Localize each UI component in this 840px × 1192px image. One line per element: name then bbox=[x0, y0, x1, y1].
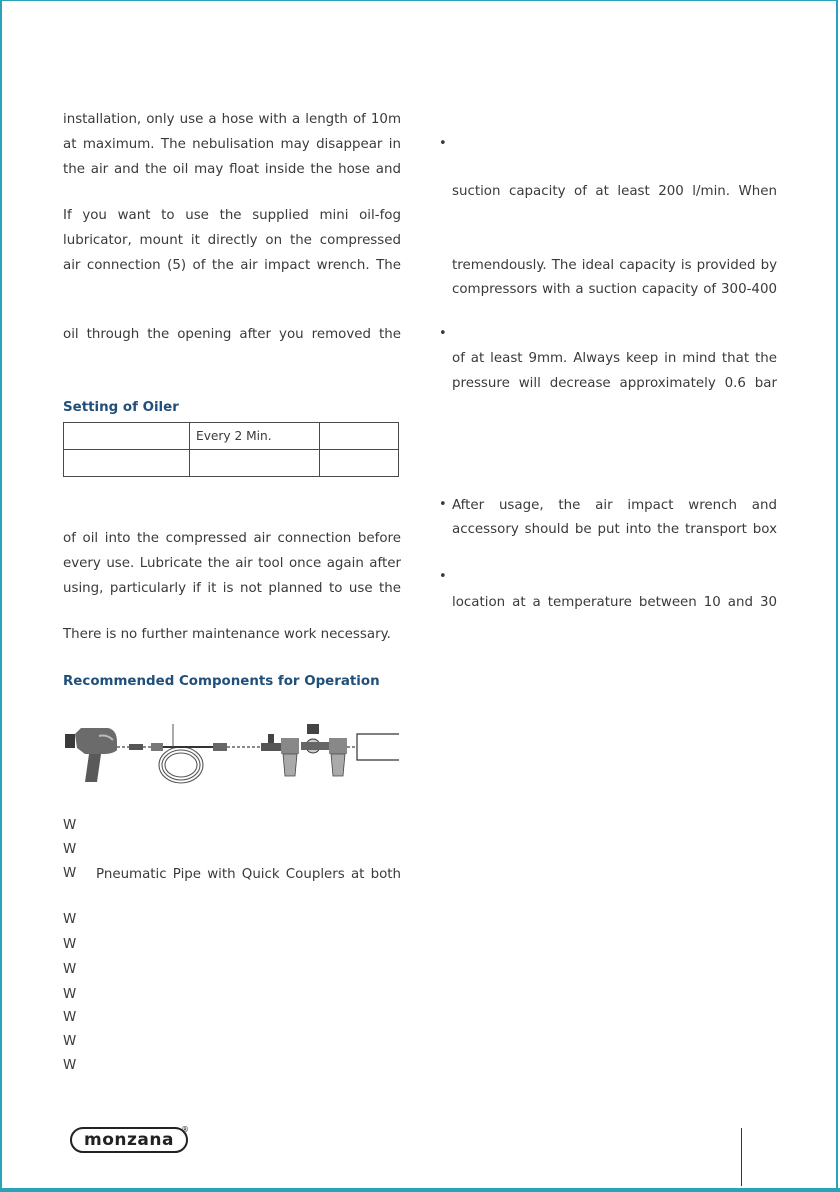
table-cell bbox=[64, 423, 190, 450]
table-cell bbox=[320, 450, 399, 477]
list-marker: W bbox=[63, 962, 77, 977]
monzana-logo: monzana bbox=[70, 1127, 188, 1153]
left-text-line: the air and the oil may float inside the hose and bbox=[63, 162, 401, 177]
list-marker: W bbox=[63, 912, 77, 927]
right-text-line: accessory should be put into the transport box bbox=[452, 522, 777, 537]
table-cell bbox=[320, 423, 399, 450]
table-row bbox=[64, 450, 399, 477]
right-text-line: location at a temperature between 10 and 30 bbox=[452, 595, 777, 610]
left-text-line: lubricator, mount it directly on the compressed bbox=[63, 233, 401, 248]
table-cell bbox=[190, 450, 320, 477]
list-item-pneumatic-pipe: Pneumatic Pipe with Quick Couplers at both bbox=[96, 867, 401, 882]
table-row bbox=[64, 423, 399, 450]
left-text-line: installation, only use a hose with a length of 10m bbox=[63, 112, 401, 127]
list-marker: W bbox=[63, 937, 77, 952]
left-text-line: at maximum. The nebulisation may disappear in bbox=[63, 137, 401, 152]
list-marker: W bbox=[63, 1058, 77, 1073]
list-marker: W bbox=[63, 866, 77, 881]
left-text-line: of oil into the compressed air connection before bbox=[63, 531, 401, 546]
setting-of-oiler-heading: Setting of Oiler bbox=[63, 400, 179, 415]
right-text-line: After usage, the air impact wrench and bbox=[452, 498, 777, 513]
right-text-line: of at least 9mm. Always keep in mind that the bbox=[452, 351, 777, 366]
left-text-line: There is no further maintenance work necessary. bbox=[63, 627, 391, 642]
coupler-icon bbox=[213, 743, 227, 751]
bottom-color-strip bbox=[0, 1188, 840, 1192]
bullet: • bbox=[439, 497, 447, 512]
hose-coil-icon bbox=[159, 747, 225, 783]
right-text-line: tremendously. The ideal capacity is provided by bbox=[452, 258, 777, 273]
list-marker: W bbox=[63, 987, 77, 1002]
list-marker: W bbox=[63, 1010, 77, 1025]
page-divider bbox=[741, 1128, 742, 1186]
table-cell bbox=[64, 450, 190, 477]
left-text-line: air connection (5) of the air impact wrench. The bbox=[63, 258, 401, 273]
coupler-icon bbox=[151, 743, 163, 751]
components-diagram bbox=[63, 720, 403, 788]
bullet: • bbox=[439, 326, 447, 341]
left-text-line: every use. Lubricate the air tool once again after bbox=[63, 556, 401, 571]
bullet: • bbox=[439, 136, 447, 151]
registered-mark: ® bbox=[181, 1125, 189, 1134]
left-text-line: using, particularly if it is not planned to use the bbox=[63, 581, 401, 596]
left-text-line: If you want to use the supplied mini oil-fog bbox=[63, 208, 401, 223]
right-text-line: pressure will decrease approximately 0.6 bar bbox=[452, 376, 777, 391]
impact-wrench-icon bbox=[65, 728, 117, 782]
list-marker: W bbox=[63, 1034, 77, 1049]
bullet: • bbox=[439, 569, 447, 584]
oiler-table bbox=[63, 422, 399, 477]
list-marker: W bbox=[63, 818, 77, 833]
list-marker: W bbox=[63, 842, 77, 857]
filter-regulator-icon bbox=[261, 724, 347, 776]
coupler-icon bbox=[129, 744, 143, 750]
table-cell-every-2-min: Every 2 Min. bbox=[190, 423, 320, 450]
recommended-components-heading: Recommended Components for Operation bbox=[63, 674, 380, 689]
right-text-line: compressors with a suction capacity of 300-400 bbox=[452, 282, 777, 297]
compressor-box-icon bbox=[357, 734, 399, 760]
left-text-line: oil through the opening after you removed the bbox=[63, 327, 401, 342]
right-text-line: suction capacity of at least 200 l/min. When bbox=[452, 184, 777, 199]
